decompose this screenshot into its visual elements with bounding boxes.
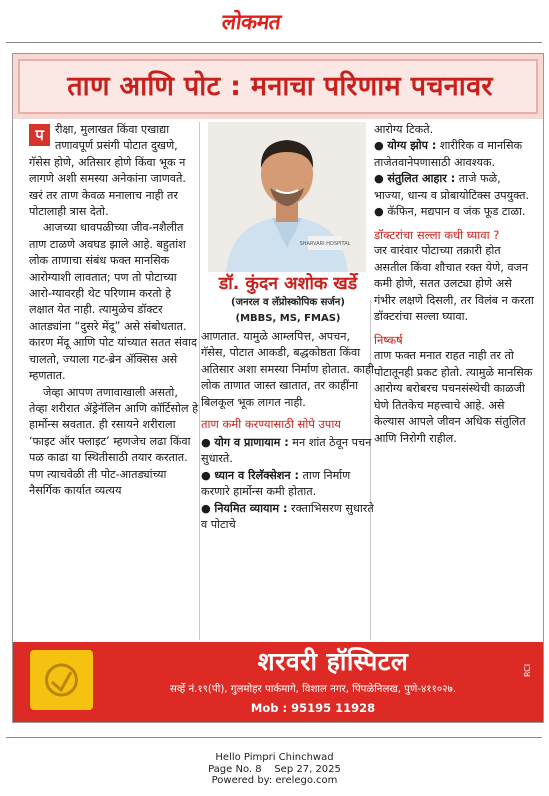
bullet-text: कॅफिन, मद्यपान व जंक फूड टाळा. [387, 205, 526, 219]
bullet-text: रक्ताभिसरण सुधारते व पोटाचे [201, 501, 374, 532]
article-headline: ताण आणि पोट : मनाचा परिणाम पचनावर [67, 71, 493, 102]
doctor-degrees: (MBBS, MS, FMAS) [235, 313, 341, 324]
doctor-name: डॉ. कुंदन अशोक खर्डे [218, 274, 358, 294]
bullet-text: शारीरिक व मानसिक ताजेतवानेपणासाठी आवश्यक. [374, 139, 523, 169]
bullet-text: ताजे फळे, भाज्या, धान्य व प्रोबायोटिक्स उपयुक्त. [374, 172, 530, 202]
headline-bar [13, 54, 543, 119]
hospital-logo-icon [30, 650, 93, 710]
hospital-address: सर्व्हे नं.१९(पी), गुलमोहर पार्कमागे, विशाल नगर, पिंपळेनिलख, पुणे-४११०२७. [169, 684, 457, 695]
newspaper-logo: लोकमत [220, 10, 283, 34]
paragraph: रीक्षा, मुलाखत किंवा एखाद्या तणावपूर्ण प्रसंगी पोटात दुखणे, गॅसेस होणे, अतिसार होणे किंवा भूक न लागणे अशी समस्या अनेकांना जाणवते. खरं तर ताण केवळ मनालाच नाही तर पोटालाही त्रास देतो. [29, 123, 186, 219]
paragraph: आजच्या धावपळीच्या जीव-नशैलीत ताण टाळणे अवघड झाले आहे. बहुतांश लोक ताणाचा संबंध फक्त मानसिक आरोग्याशी लावतात; पण तो पोटाच्या आरो-ग्यावरही थेट परिणाम करतो हे लक्षात येत नाही. त्यामुळेच डॉक्टर आतड्यांना “दुसरे मेंदू” असे संबोधतात. कारण मेंदू आणि पोट यांच्यात सतत संवाद चालतो, ज्याला गट-ब्रेन ॲक्सिस असे म्हणतात. [29, 221, 197, 383]
masthead [0, 0, 549, 44]
bullet-lead: नियमित व्यायाम : [214, 501, 288, 515]
hospital-advertisement [13, 642, 543, 722]
paragraph: जर वारंवार पोटाच्या तक्रारी होत असतील किंवा शौचात रक्त येणे, वजन कमी होणे, सतत उलट्या होणे असे गंभीर लक्षणे दिसली, तर विलंब न करता डॉक्टरांचा सल्ला घ्यावा. [374, 244, 534, 324]
paragraph: जेव्हा आपण तणावाखाली असतो, तेव्हा शरीरात ॲड्रेनॅलिन आणि कॉर्टिसोल हे हार्मोन्स स्रवतात. ही रसायने शरीराला ‘फाइट ऑर फ्लाइट’ म्हणजेच लढा किंवा पळ काढा या स्थितीसाठी तयार करतात. पण त्याचवेळी ती पोट-आतड्यांच्या नैसर्गिक कार्यात व्यत्यय [29, 385, 199, 497]
section-heading: डॉक्टरांचा सल्ला कधी घ्यावा ? [374, 228, 500, 243]
shirt-label: SHARVARI HOSPITAL [299, 241, 351, 247]
headline-frame [18, 59, 538, 114]
article-column-1 [29, 122, 199, 499]
section-heading: ताण कमी करण्यासाठी सोपे उपाय [201, 417, 341, 432]
column-divider [199, 122, 200, 640]
paragraph: ताण फक्त मनात राहत नाही तर तो पोटातूनही प्रकट होतो. त्यामुळे मानसिक आरोग्य बरोबरच पचनसंस्थेची काळजी घेणे तितकेच महत्त्वाचे आहे. असे केल्यास आपले जीवन अधिक संतुलित आणि निरोगी राहील. [374, 349, 533, 445]
bullet-lead: योग्य झोप : [387, 139, 437, 153]
bullet-item: ● योग्य झोप : शारीरिक व मानसिक ताजेतवानेपणासाठी आवश्यक. [374, 139, 523, 169]
paragraph: आरोग्य टिकते. [374, 123, 434, 136]
bullet-text: मन शांत ठेवून पचन सुधारते. [201, 436, 372, 466]
hospital-mobile: Mob : 95195 11928 [250, 701, 376, 715]
paragraph: आणतात. यामुळे आम्लपित्त, अपचन, गॅसेस, पोटात आकडी, बद्धकोष्ठता किंवा अतिसार अशा समस्या निर्माण होतात. काही लोक ताणात जास्त खातात, तर काहींना बिलकूल भूक लागत नाही. [201, 330, 374, 409]
bullet-item: ● नियमित व्यायाम : रक्ताभिसरण सुधारते व पोटाचे [201, 501, 374, 532]
article-clipping [12, 53, 544, 723]
dropcap: प [29, 124, 50, 146]
bullet-lead: संतुलित आहार : [387, 172, 456, 186]
article-column-2 [201, 329, 374, 533]
article-column-3 [374, 122, 534, 447]
bullet-lead: ध्यान व रिलॅक्सेशन : [214, 468, 299, 482]
page-footer [0, 752, 549, 787]
bullet-item: ● ध्यान व रिलॅक्सेशन : ताण निर्माण करणारे हार्मोन्स कमी होतात. [201, 468, 351, 499]
ad-code: RCI [523, 663, 533, 678]
page-info: Page No. 8 Sep 27, 2025 [208, 763, 341, 775]
section-heading: निष्कर्ष [374, 333, 403, 348]
hospital-name: शरवरी हॉस्पिटल [257, 647, 409, 676]
bullet-item: ● कॅफिन, मद्यपान व जंक फूड टाळा. [374, 205, 526, 219]
footer-rule [6, 737, 542, 738]
masthead-rule [6, 42, 542, 43]
bullet-item: ● योग व प्राणायाम : मन शांत ठेवून पचन सुधारते. [201, 436, 372, 466]
doctor-photo [208, 122, 366, 272]
bullet-item: ● संतुलित आहार : ताजे फळे, भाज्या, धान्य व प्रोबायोटिक्स उपयुक्त. [374, 172, 530, 202]
powered-by: Powered by: erelego.com [211, 775, 338, 786]
bullet-text: ताण निर्माण करणारे हार्मोन्स कमी होतात. [201, 468, 351, 499]
bullet-lead: योग व प्राणायाम : [214, 436, 289, 450]
edition-name: Hello Pimpri Chinchwad [215, 752, 334, 763]
doctor-role: (जनरल व लॅप्रोस्कोपिक सर्जन) [231, 297, 345, 308]
